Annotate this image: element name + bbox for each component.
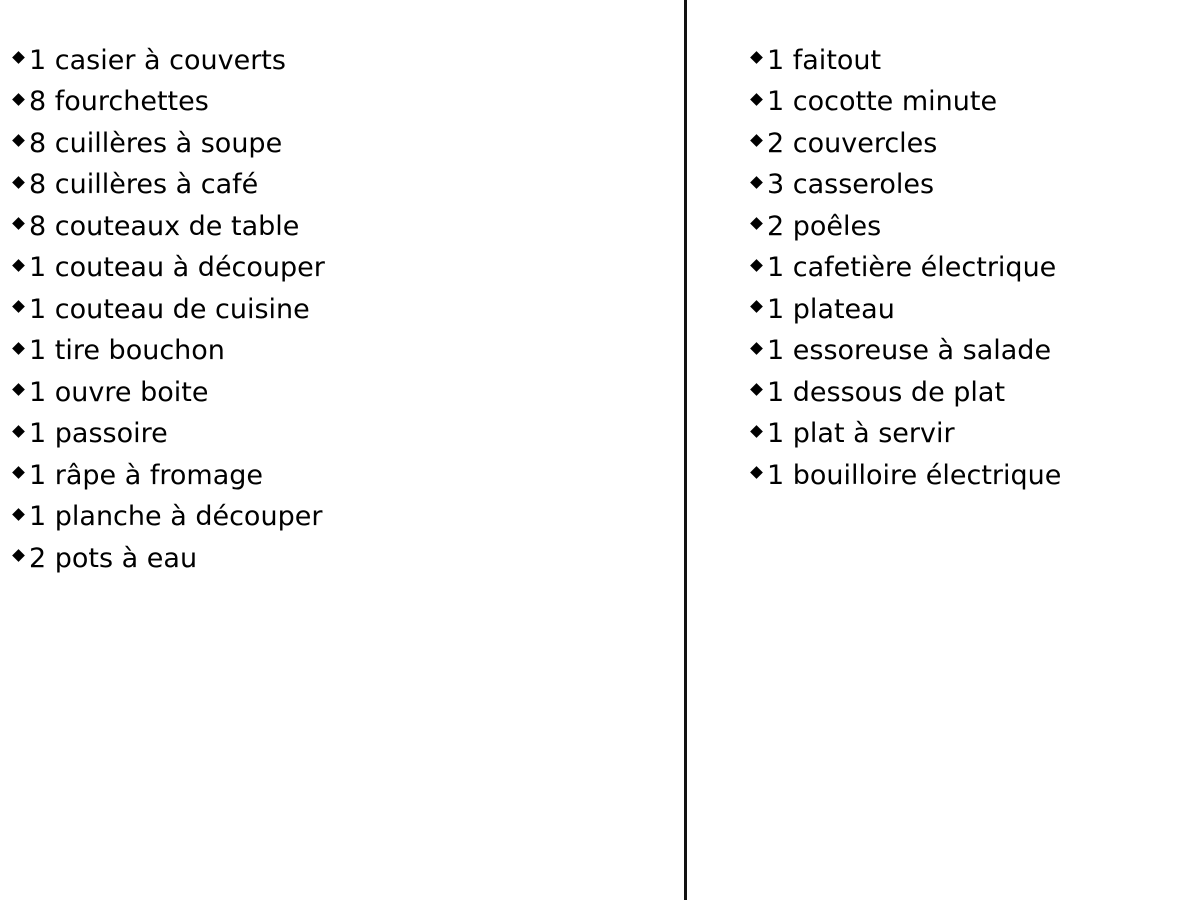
diamond-bullet-icon (12, 466, 25, 479)
diamond-bullet-icon (750, 383, 763, 396)
item-label: 1 plateau (767, 293, 895, 325)
list-item (12, 82, 672, 124)
item-label: 2 couvercles (767, 127, 938, 159)
diamond-bullet-icon (12, 51, 25, 64)
diamond-bullet-icon (750, 93, 763, 106)
list-item (12, 455, 672, 497)
diamond-bullet-icon (12, 425, 25, 438)
list-item (750, 206, 1190, 248)
list-item (12, 289, 672, 331)
list-item (750, 414, 1190, 456)
diamond-bullet-icon (12, 134, 25, 147)
item-label: 3 casseroles (767, 169, 935, 201)
right-inventory-list (750, 40, 1190, 497)
left-inventory-list (12, 40, 672, 580)
diamond-bullet-icon (750, 176, 763, 189)
item-label: 1 tire bouchon (29, 335, 225, 367)
item-label: 1 bouilloire électrique (767, 459, 1062, 491)
diamond-bullet-icon (750, 51, 763, 64)
diamond-bullet-icon (750, 300, 763, 313)
item-label: 1 passoire (29, 418, 168, 450)
column-divider (684, 0, 687, 900)
item-label: 1 casier à couverts (29, 44, 286, 76)
list-item (12, 165, 672, 207)
list-item (12, 538, 672, 580)
item-label: 2 poêles (767, 210, 882, 242)
list-item (12, 414, 672, 456)
list-item (12, 248, 672, 290)
list-item (750, 248, 1190, 290)
list-item (12, 372, 672, 414)
item-label: 2 pots à eau (29, 542, 198, 574)
diamond-bullet-icon (12, 549, 25, 562)
list-item (12, 40, 672, 82)
item-label: 1 planche à découper (29, 501, 323, 533)
diamond-bullet-icon (750, 342, 763, 355)
diamond-bullet-icon (12, 217, 25, 230)
item-label: 8 cuillères à café (29, 169, 259, 201)
diamond-bullet-icon (12, 342, 25, 355)
item-label: 1 cafetière électrique (767, 252, 1057, 284)
item-label: 1 essoreuse à salade (767, 335, 1052, 367)
list-item (750, 123, 1190, 165)
list-item (750, 82, 1190, 124)
item-label: 8 fourchettes (29, 86, 209, 118)
item-label: 1 cocotte minute (767, 86, 998, 118)
list-item (12, 206, 672, 248)
diamond-bullet-icon (12, 300, 25, 313)
item-label: 1 râpe à fromage (29, 459, 263, 491)
item-label: 1 plat à servir (767, 418, 955, 450)
list-item (750, 289, 1190, 331)
list-item (750, 165, 1190, 207)
item-label: 8 couteaux de table (29, 210, 300, 242)
diamond-bullet-icon (12, 383, 25, 396)
diamond-bullet-icon (750, 425, 763, 438)
diamond-bullet-icon (750, 466, 763, 479)
diamond-bullet-icon (750, 217, 763, 230)
list-item (12, 497, 672, 539)
diamond-bullet-icon (750, 259, 763, 272)
item-label: 1 couteau à découper (29, 252, 325, 284)
diamond-bullet-icon (12, 93, 25, 106)
diamond-bullet-icon (12, 259, 25, 272)
item-label: 1 dessous de plat (767, 376, 1006, 408)
list-item (12, 331, 672, 373)
item-label: 1 couteau de cuisine (29, 293, 310, 325)
list-item (750, 40, 1190, 82)
list-item (750, 331, 1190, 373)
diamond-bullet-icon (12, 508, 25, 521)
diamond-bullet-icon (12, 176, 25, 189)
item-label: 1 ouvre boite (29, 376, 209, 408)
list-item (750, 372, 1190, 414)
item-label: 1 faitout (767, 44, 882, 76)
item-label: 8 cuillères à soupe (29, 127, 283, 159)
list-item (12, 123, 672, 165)
diamond-bullet-icon (750, 134, 763, 147)
list-item (750, 455, 1190, 497)
